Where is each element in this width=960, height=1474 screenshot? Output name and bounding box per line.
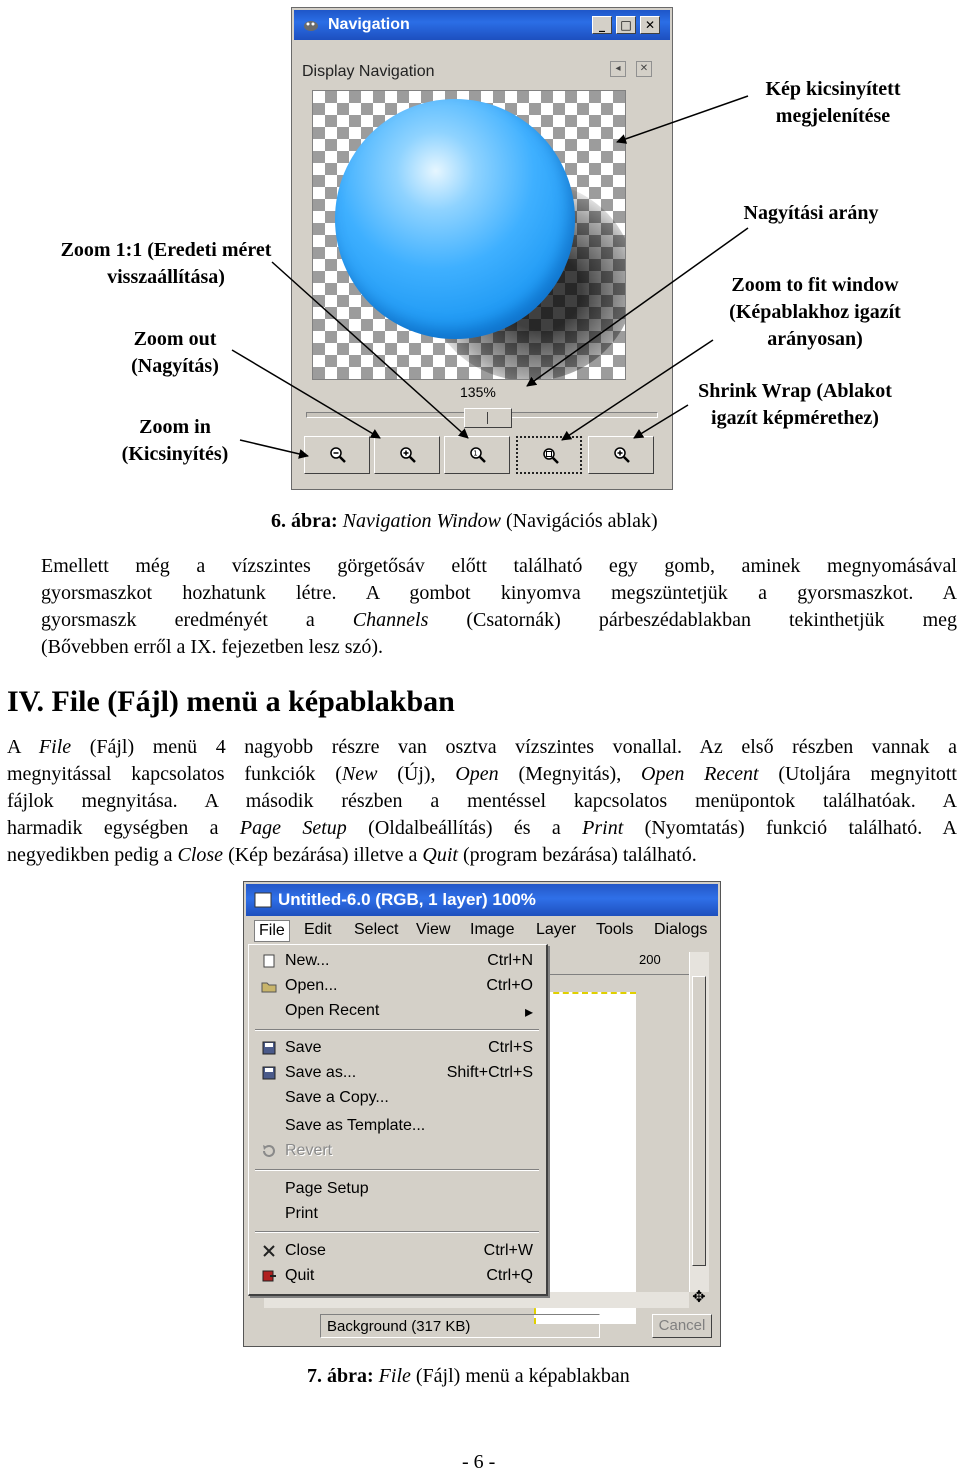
menu-label: Print: [285, 1205, 318, 1222]
close-button[interactable]: ✕: [640, 16, 660, 34]
menu-label: Save as Template...: [285, 1117, 426, 1134]
menu-layer[interactable]: Layer: [536, 921, 577, 938]
menu-accelerator: Shift+Ctrl+S: [446, 1064, 533, 1081]
caption-italic: File: [378, 1365, 411, 1387]
menu-label: Save a Copy...: [285, 1089, 389, 1106]
menu-edit[interactable]: Edit: [304, 921, 332, 938]
status-text: Background (317 KB): [320, 1314, 600, 1338]
annotation-zoom-ratio: Nagyítási arány: [743, 202, 879, 224]
menu-item-close[interactable]: [249, 1239, 545, 1263]
ruler-label: 200: [639, 952, 661, 967]
annotation-thumbnail: Kép kicsinyített megjelenítése: [765, 78, 901, 127]
menu-item-quit[interactable]: [249, 1264, 545, 1288]
text-run-italic: File: [38, 736, 72, 758]
status-bar: [248, 1308, 716, 1344]
menu-image[interactable]: Image: [470, 921, 515, 938]
menu-label: Save: [285, 1039, 322, 1056]
menu-label: Open Recent: [285, 1002, 380, 1019]
submenu-arrow-icon: ▸: [524, 1004, 533, 1021]
caption-number: 6. ábra:: [271, 510, 338, 532]
annotation-zoom-fit: Zoom to fit window (Képablakhoz igazít arányosan): [729, 274, 901, 350]
menu-item-page-setup[interactable]: [249, 1177, 545, 1201]
text-run: (Csatornák) párbeszédablakban tekinthetjük meg: [428, 609, 957, 631]
text-run-italic: Channels: [352, 609, 429, 631]
dock-close-icon[interactable]: ✕: [636, 61, 652, 77]
gimp-app-icon: [254, 892, 272, 908]
text-run: (Nyomtatás) funkció található. A: [623, 817, 957, 839]
para1-line2: gyorsmaszkot hozhatunk létre. A gombot kinyomva megszüntetjük a gyorsmaszkot. A: [41, 582, 957, 604]
annotation-shrink-wrap: Shrink Wrap (Ablakot igazít képmérethez): [698, 380, 892, 429]
navigate-icon[interactable]: ✥: [692, 1287, 706, 1306]
image-canvas[interactable]: [534, 992, 636, 1324]
menu-item-open-recent[interactable]: [249, 999, 545, 1023]
menu-bar: [246, 918, 718, 944]
menu-item-revert: [249, 1139, 545, 1163]
close-icon: [261, 1244, 277, 1258]
text-run: (program bezárása) található.: [457, 844, 697, 866]
svg-text:1: 1: [473, 449, 478, 458]
figure-6-caption: [271, 510, 658, 533]
text-run: (Utoljára megnyitott: [758, 763, 957, 785]
menu-label: Quit: [285, 1267, 315, 1284]
menu-separator: [255, 1231, 539, 1233]
window-title: Untitled-6.0 (RGB, 1 layer) 100%: [278, 890, 536, 909]
save-icon: [261, 1041, 277, 1055]
open-icon: [261, 979, 277, 993]
text-run: (Oldalbeállítás) és a: [346, 817, 583, 839]
menu-accelerator: Ctrl+Q: [486, 1267, 533, 1284]
text-run-italic: Print: [582, 817, 624, 839]
caption-rest: (Navigációs ablak): [506, 510, 658, 532]
menu-accelerator: Ctrl+S: [488, 1039, 533, 1056]
menu-separator: [255, 1169, 539, 1171]
revert-icon: [261, 1144, 277, 1158]
paragraph-file-menu: [7, 734, 957, 869]
paragraph-quickmask: [41, 553, 957, 661]
menu-label: Revert: [285, 1142, 333, 1159]
text-run: gyorsmaszk eredményét a: [41, 609, 353, 631]
minimize-button[interactable]: _: [592, 16, 612, 34]
para2-line4: [7, 815, 957, 842]
menu-item-save-as-template[interactable]: [249, 1114, 545, 1138]
scrollbar-thumb[interactable]: [692, 976, 706, 1266]
menu-view[interactable]: View: [416, 921, 451, 938]
menu-label: Page Setup: [285, 1180, 369, 1197]
annotation-zoom-1-1: Zoom 1:1 (Eredeti méret visszaállítása): [60, 239, 272, 288]
para2-line1: [7, 734, 957, 761]
text-run: negyedikben pedig a: [7, 844, 178, 866]
menu-item-save-a-copy[interactable]: [249, 1086, 545, 1110]
arrow-zoom-in: [240, 440, 308, 456]
vertical-scrollbar[interactable]: [689, 952, 709, 1292]
caption-italic: Navigation Window: [342, 510, 502, 532]
zoom-percentage: 135%: [460, 384, 496, 400]
menu-select[interactable]: Select: [354, 921, 399, 938]
annotation-arrows: [0, 0, 960, 500]
para2-line3: fájlok megnyitása. A második részben a mentéssel kapcsolatos menüpontok találhatóak. A: [7, 790, 957, 812]
dock-menu-icon[interactable]: ◂: [610, 61, 626, 77]
menu-label: New...: [285, 952, 330, 969]
text-run: (Kép bezárása) illetve a: [223, 844, 423, 866]
title-bar: [246, 884, 718, 916]
text-run: (Fájl) menü 4 nagyobb részre van osztva vízszintes vonallal. Az első részben vannak a: [71, 736, 957, 758]
arrow-zoom-fit: [562, 340, 713, 440]
text-run: megnyitással kapcsolatos funkciók (: [7, 763, 342, 785]
text-run-italic: New: [341, 763, 378, 785]
text-run: harmadik egységben a: [7, 817, 240, 839]
para2-line2: [7, 761, 957, 788]
text-run-italic: Page Setup: [239, 817, 347, 839]
para1-line3: [41, 607, 957, 634]
menu-item-new[interactable]: [249, 949, 545, 973]
menu-accelerator: Ctrl+W: [483, 1242, 533, 1259]
annotation-zoom-out: Zoom out (Nagyítás): [131, 328, 219, 377]
quit-icon: [261, 1269, 277, 1283]
menu-item-save[interactable]: [249, 1036, 545, 1060]
text-run: (Megnyitás),: [498, 763, 642, 785]
menu-file[interactable]: File: [254, 920, 290, 942]
menu-tools[interactable]: Tools: [596, 921, 634, 938]
menu-label: Close: [285, 1242, 326, 1259]
menu-item-save-as[interactable]: [249, 1061, 545, 1085]
menu-label: Save as...: [285, 1064, 357, 1081]
file-menu: [248, 944, 548, 1296]
text-run: A: [7, 736, 39, 758]
menu-accelerator: Ctrl+N: [487, 952, 533, 969]
arrow-shrink-wrap: [634, 405, 688, 438]
para1-line4: (Bővebben erről a IX. fejezetben lesz szó).: [41, 636, 384, 658]
cancel-button[interactable]: Cancel: [652, 1314, 712, 1338]
text-run-italic: Quit: [422, 844, 458, 866]
para2-line5: [7, 842, 957, 869]
figure-7-caption: [307, 1365, 630, 1388]
menu-dialogs[interactable]: Dialogs: [654, 921, 708, 938]
section-heading: IV. File (Fájl) menü a képablakban: [7, 685, 455, 718]
caption-number: 7. ábra:: [307, 1365, 374, 1387]
new-icon: [261, 954, 277, 968]
save-as-icon: [261, 1066, 277, 1080]
maximize-button[interactable]: □: [616, 16, 636, 34]
para1-line1: Emellett még a vízszintes görgetősáv előtt található egy gomb, aminek megnyomásával: [41, 555, 957, 577]
caption-rest: (Fájl) menü a képablakban: [415, 1365, 630, 1387]
annotation-zoom-in: Zoom in (Kicsinyítés): [121, 416, 229, 465]
page-number: - 6 -: [462, 1451, 496, 1473]
arrow-zoom-out: [232, 350, 380, 438]
menu-accelerator: Ctrl+O: [486, 977, 533, 994]
menu-item-print[interactable]: [249, 1202, 545, 1226]
window-title: Navigation: [328, 16, 410, 33]
menu-item-open[interactable]: [249, 974, 545, 998]
text-run-italic: Close: [177, 844, 224, 866]
text-run: (Új),: [377, 763, 456, 785]
arrow-zoom-1-1: [272, 262, 468, 438]
dock-label: Display Navigation: [302, 63, 435, 80]
text-run-italic: Open Recent: [641, 763, 759, 785]
arrow-zoom-ratio: [527, 228, 748, 386]
menu-separator: [255, 1029, 539, 1031]
menu-label: Open...: [285, 977, 338, 994]
text-run-italic: Open: [455, 763, 499, 785]
arrow-thumbnail: [617, 96, 748, 142]
